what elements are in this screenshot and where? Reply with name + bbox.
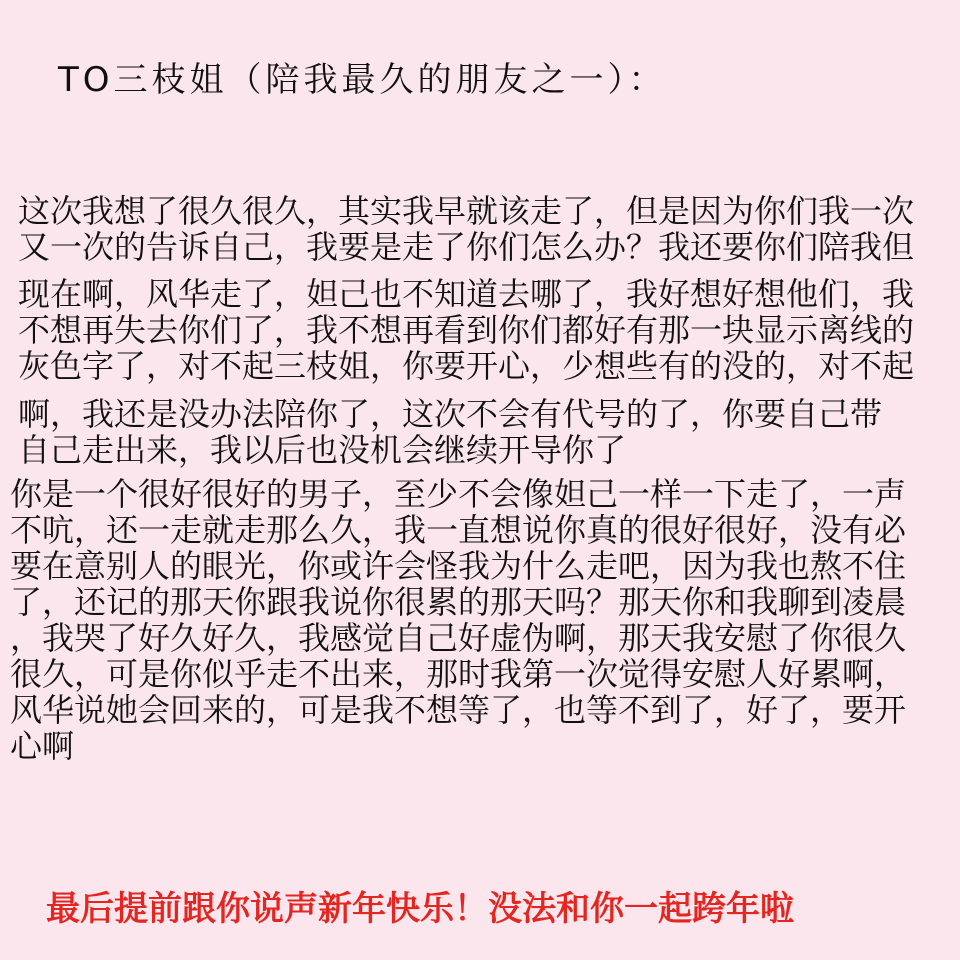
- paragraph-line: 要在意别人的眼光，你或许会怪我为什么走吧，因为我也熬不住: [10, 547, 907, 585]
- paragraph-2: [18, 276, 942, 384]
- paragraph-line: ，我哭了好久好久，我感觉自己好虚伪啊，那天我安慰了你很久: [10, 619, 907, 657]
- paragraph-line: 自己走出来，我以后也没机会继续开导你了: [18, 431, 627, 469]
- paragraph-line: 风华说她会回来的，可是我不想等了，也等不到了，好了，要开: [10, 691, 907, 729]
- paragraph-line: 不想再失去你们了，我不想再看到你们都好有那一块显示离线的: [18, 311, 915, 349]
- paragraph-line: 又一次的告诉自己，我要是走了你们怎么办？我还要你们陪我但: [18, 228, 915, 266]
- paragraph-3: [18, 396, 942, 468]
- paragraph-line: 心啊: [10, 727, 75, 765]
- paragraph-line: 现在啊，风华走了，妲己也不知道去哪了，我好想好想他们，我: [18, 275, 915, 313]
- paragraph-line: 不吭，还一走就走那么久，我一直想说你真的很好很好，没有必: [10, 511, 907, 549]
- paragraph-line: 了，还记的那天你跟我说你很累的那天吗？那天你和我聊到凌晨: [10, 583, 907, 621]
- paragraph-line: 很久，可是你似乎走不出来，那时我第一次觉得安慰人好累啊，: [10, 655, 907, 693]
- paragraph-1: [18, 193, 942, 265]
- paragraph-4: [10, 476, 954, 764]
- paragraph-line: 啊，我还是没办法陪你了，这次不会有代号的了，你要自己带: [18, 395, 883, 433]
- paragraph-line: 灰色字了，对不起三枝姐，你要开心，少想些有的没的，对不起: [18, 347, 915, 385]
- letter-title: TO三枝姐（陪我最久的朋友之一）：: [58, 60, 667, 100]
- closing-message: 最后提前跟你说声新年快乐！没法和你一起跨年啦: [46, 889, 794, 929]
- paragraph-line: 这次我想了很久很久，其实我早就该走了，但是因为你们我一次: [18, 192, 915, 230]
- paragraph-line: 你是一个很好很好的男子，至少不会像妲己一样一下走了，一声: [10, 475, 907, 513]
